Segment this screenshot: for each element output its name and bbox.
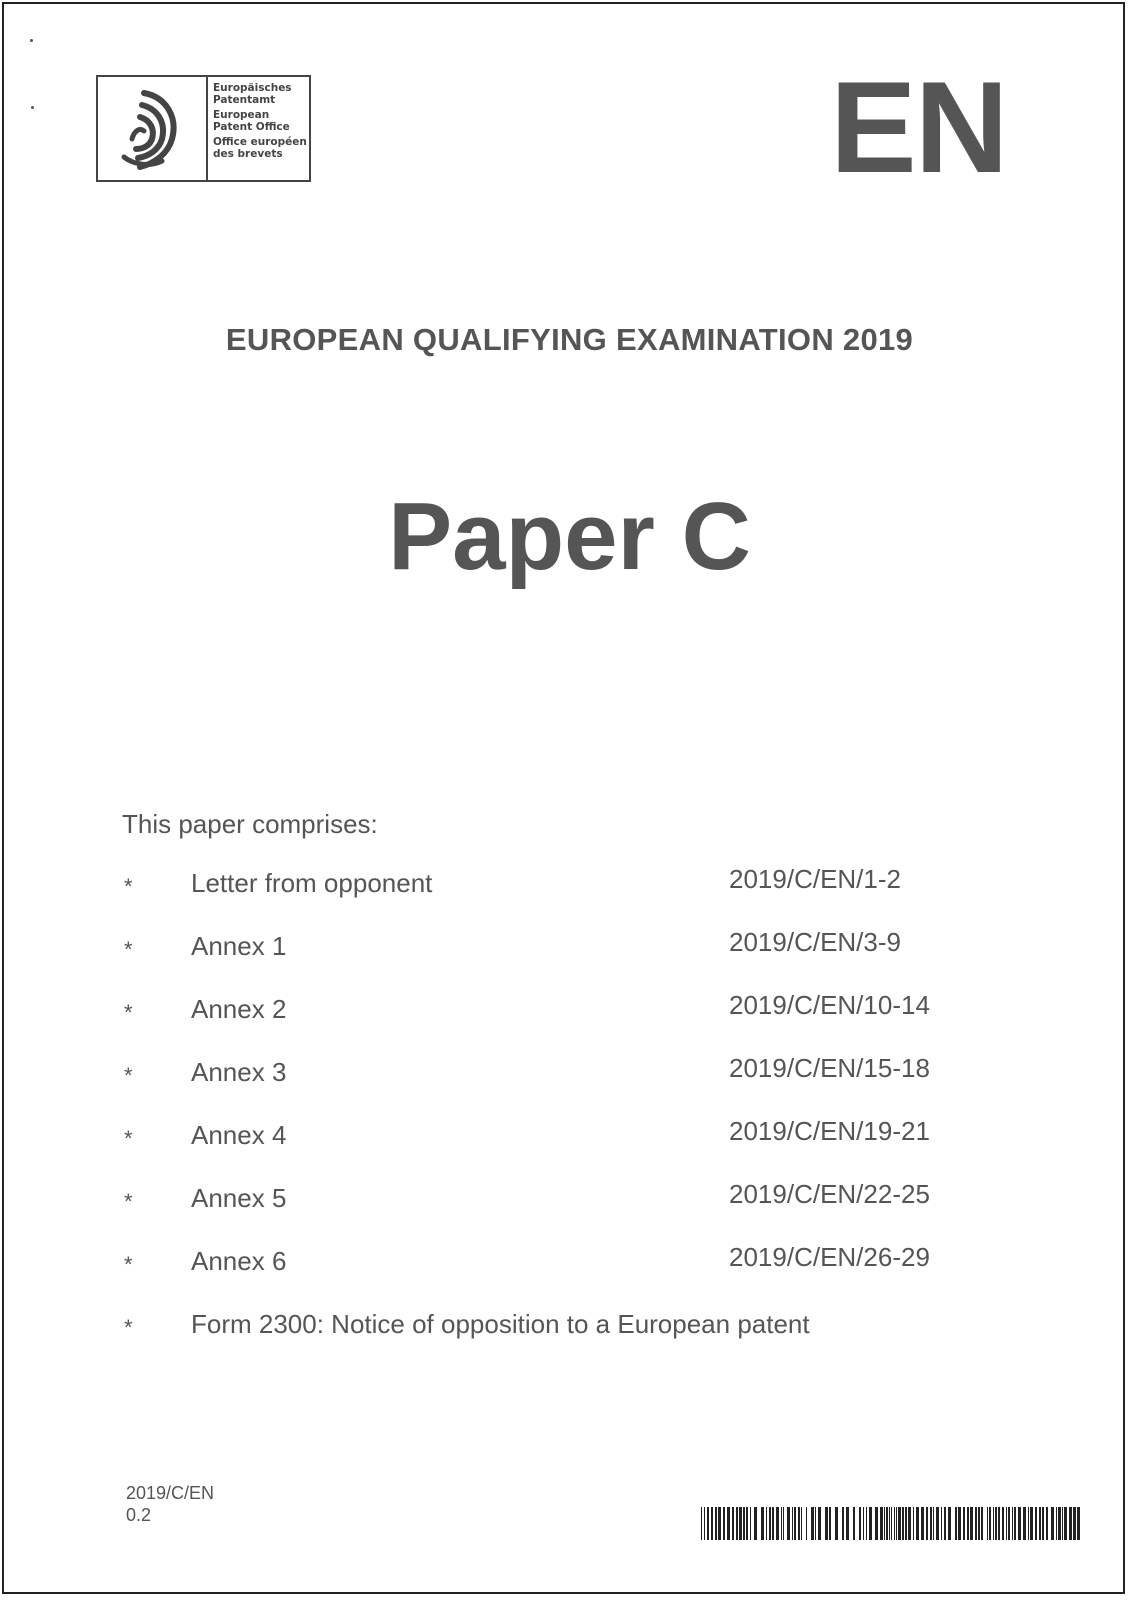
- barcode-bar: [896, 1507, 897, 1540]
- contents-item: [122, 1181, 1022, 1244]
- barcode-bar: [898, 1507, 901, 1540]
- logo-line: Europäisches: [213, 82, 292, 94]
- barcode-bar: [772, 1507, 774, 1540]
- barcode-bar: [1062, 1507, 1063, 1540]
- barcode-bar: [944, 1507, 946, 1540]
- logo-line: European: [213, 109, 270, 121]
- barcode-bar: [981, 1507, 983, 1540]
- barcode-bar: [1030, 1507, 1033, 1540]
- barcode-bar: [1014, 1507, 1016, 1540]
- barcode-bar: [794, 1507, 796, 1540]
- bullet-asterisk: *: [124, 937, 133, 962]
- barcode-bar: [818, 1507, 821, 1540]
- barcode-bar: [1046, 1507, 1048, 1540]
- contents-item-label: Annex 3: [191, 1057, 287, 1087]
- barcode-bar: [989, 1507, 991, 1540]
- contents-item-label: Annex 6: [191, 1246, 287, 1276]
- barcode-bar: [930, 1507, 932, 1540]
- barcode-bar: [970, 1507, 973, 1540]
- barcode-bar: [811, 1507, 814, 1540]
- barcode-bar: [825, 1507, 828, 1540]
- barcode-bar: [711, 1507, 713, 1540]
- bullet-asterisk: *: [124, 1126, 133, 1151]
- barcode-bar: [1012, 1507, 1013, 1540]
- contents-item: [122, 1118, 1022, 1181]
- contents-item-label: Annex 2: [191, 994, 287, 1024]
- barcode-bar: [921, 1507, 924, 1540]
- barcode-bar: [916, 1507, 919, 1540]
- logo-line: des brevets: [213, 147, 283, 160]
- bullet-asterisk: *: [124, 1252, 133, 1277]
- barcode-bar: [1051, 1507, 1054, 1540]
- contents-list: [122, 866, 1022, 1370]
- barcode-bar: [967, 1507, 969, 1540]
- barcode-bar: [863, 1507, 864, 1540]
- contents-item-ref: 2019/C/EN/19-21: [729, 1116, 930, 1146]
- barcode-bar: [902, 1507, 904, 1540]
- barcode-bar: [781, 1507, 782, 1540]
- barcode-bar: [1042, 1507, 1044, 1540]
- barcode-bar: [905, 1507, 907, 1540]
- barcode-bar: [842, 1507, 844, 1540]
- barcode-bar: [1069, 1507, 1072, 1540]
- barcode-bar: [880, 1507, 883, 1540]
- bullet-asterisk: *: [124, 1189, 133, 1214]
- barcode-bar: [792, 1507, 793, 1540]
- barcode-bar: [1006, 1507, 1007, 1540]
- barcode-bar: [941, 1507, 942, 1540]
- barcode-bar: [1058, 1507, 1061, 1540]
- barcode-bar: [1028, 1507, 1029, 1540]
- barcode-bar: [783, 1507, 784, 1540]
- barcode-bar: [746, 1507, 748, 1540]
- document-page: [2, 2, 1125, 1594]
- barcode-bar: [732, 1507, 734, 1540]
- paper-title: Paper C: [388, 483, 751, 590]
- barcode-bar: [963, 1507, 965, 1540]
- contents-item-ref: 2019/C/EN/22-25: [729, 1179, 930, 1209]
- contents-item: [122, 1307, 1022, 1370]
- scan-speck: [30, 39, 33, 42]
- barcode-bar: [889, 1507, 890, 1540]
- barcode-bar: [801, 1507, 802, 1540]
- barcode-bar: [766, 1507, 767, 1540]
- barcode-bar: [1035, 1507, 1037, 1540]
- barcode-bar: [1064, 1507, 1067, 1540]
- barcode-bar: [975, 1507, 977, 1540]
- barcode-bar: [987, 1507, 988, 1540]
- barcode-bar: [815, 1507, 816, 1540]
- barcode-bar: [908, 1507, 911, 1540]
- contents-item-ref: 2019/C/EN/3-9: [729, 927, 901, 957]
- comprises-label: This paper comprises:: [122, 809, 378, 839]
- exam-title: EUROPEAN QUALIFYING EXAMINATION 2019: [225, 322, 914, 357]
- barcode-bar: [958, 1507, 961, 1540]
- barcode-bar: [948, 1507, 951, 1540]
- barcode-bar: [704, 1507, 705, 1540]
- barcode-bar: [1002, 1507, 1004, 1540]
- barcode-bar: [913, 1507, 914, 1540]
- contents-item: [122, 866, 1022, 929]
- contents-item-ref: 2019/C/EN/26-29: [729, 1242, 930, 1272]
- barcode-bar: [754, 1507, 757, 1540]
- language-code: EN: [830, 54, 1007, 200]
- epo-logo: [96, 75, 311, 182]
- logo-line: Patentamt: [213, 93, 276, 106]
- barcode-bar: [739, 1507, 742, 1540]
- bullet-asterisk: *: [124, 1000, 133, 1025]
- document-version: 0.2: [126, 1505, 152, 1525]
- bullet-asterisk: *: [124, 1315, 133, 1340]
- barcode-bar: [761, 1507, 764, 1540]
- barcode-bar: [866, 1507, 867, 1540]
- barcode-bar: [798, 1507, 800, 1540]
- contents-item-label: Annex 1: [191, 931, 287, 961]
- contents-item-ref: 2019/C/EN/10-14: [729, 990, 930, 1020]
- barcode-bar: [846, 1507, 849, 1540]
- barcode-bar: [806, 1507, 807, 1540]
- contents-item: [122, 992, 1022, 1055]
- barcode-bar: [993, 1507, 994, 1540]
- barcode-bar: [853, 1507, 855, 1540]
- barcode-bar: [859, 1507, 861, 1540]
- barcode-bar: [1077, 1507, 1080, 1540]
- epo-logo-text: [208, 77, 309, 180]
- barcode-bar: [933, 1507, 934, 1540]
- barcode-bar: [1018, 1507, 1021, 1540]
- barcode-bar: [707, 1507, 709, 1540]
- barcode-bar: [769, 1507, 771, 1540]
- barcode-bar: [1073, 1507, 1076, 1540]
- document-code-id: 2019/C/EN: [126, 1483, 215, 1503]
- barcode-bar: [701, 1507, 702, 1540]
- barcode-bar: [750, 1507, 751, 1540]
- contents-item-ref: 2019/C/EN/15-18: [729, 1053, 930, 1083]
- barcode-bar: [776, 1507, 779, 1540]
- barcode-bar: [723, 1507, 725, 1540]
- barcode-bar: [978, 1507, 980, 1540]
- contents-item-ref: 2019/C/EN/1-2: [729, 864, 901, 894]
- barcode-bar: [715, 1507, 717, 1540]
- contents-item: [122, 929, 1022, 992]
- barcode-bar: [884, 1507, 885, 1540]
- barcode-bar: [998, 1507, 1000, 1540]
- contents-item-label: Form 2300: Notice of opposition to a European patent: [191, 1309, 810, 1339]
- logo-line: Patent Office: [213, 120, 290, 133]
- barcode-bar: [727, 1507, 730, 1540]
- barcode-bar: [829, 1507, 831, 1540]
- barcode-bar: [891, 1507, 892, 1540]
- barcode-bar: [718, 1507, 721, 1540]
- barcode-bar: [1023, 1507, 1026, 1540]
- bullet-asterisk: *: [124, 874, 133, 899]
- contents-item: [122, 1055, 1022, 1118]
- logo-line: Office européen: [213, 136, 307, 148]
- barcode-bar: [1056, 1507, 1057, 1540]
- barcode-bar: [886, 1507, 888, 1540]
- barcode-bar: [955, 1507, 957, 1540]
- barcode-bar: [995, 1507, 997, 1540]
- epo-logo-mark-icon: [98, 77, 208, 180]
- barcode-bar: [787, 1507, 790, 1540]
- document-code: [126, 1482, 214, 1526]
- barcode-bar: [736, 1507, 738, 1540]
- contents-item-label: Annex 4: [191, 1120, 287, 1150]
- barcode-bar: [869, 1507, 872, 1540]
- barcode-bar: [835, 1507, 838, 1540]
- scan-speck: [31, 106, 34, 109]
- barcode-bar: [1039, 1507, 1041, 1540]
- contents-item-label: Letter from opponent: [191, 868, 433, 898]
- barcode-bar: [894, 1507, 895, 1540]
- contents-item-label: Annex 5: [191, 1183, 287, 1213]
- barcode-icon: [701, 1507, 1085, 1540]
- barcode-bar: [926, 1507, 928, 1540]
- barcode-bar: [743, 1507, 745, 1540]
- contents-item: [122, 1244, 1022, 1307]
- barcode-bar: [875, 1507, 878, 1540]
- barcode-bar: [936, 1507, 939, 1540]
- barcode-bar: [1008, 1507, 1010, 1540]
- bullet-asterisk: *: [124, 1063, 133, 1088]
